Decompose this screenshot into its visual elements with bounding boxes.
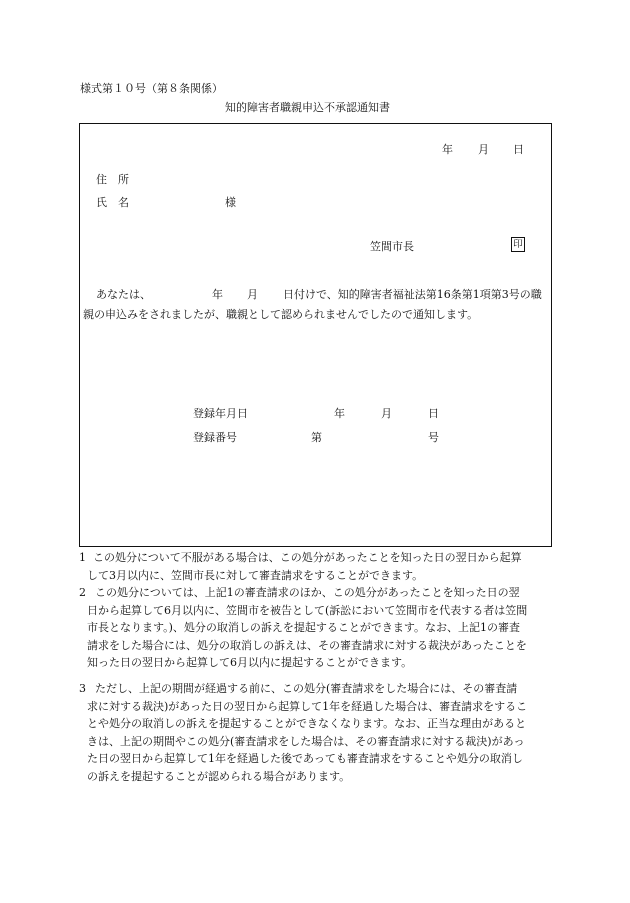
date-year-label: 年 — [442, 143, 453, 156]
note-line: 市長となります。)、処分の取消しの訴えを提起することができます。なお、上記1の審査 — [87, 621, 521, 634]
note-2 — [79, 584, 559, 672]
registration-day-label: 日 — [428, 407, 439, 420]
note-line: ただし、上記の期間が経過する前に、この処分(審査請求をした場合には、その審査請 — [95, 682, 518, 695]
registration-date-label: 登録年月日 — [193, 407, 248, 420]
honorific: 様 — [225, 196, 236, 209]
notice-form-box — [79, 123, 552, 547]
date-month-label: 月 — [478, 143, 489, 156]
note-number: 1 — [79, 551, 86, 564]
form-number: 様式第１０号（第８条関係） — [80, 82, 223, 95]
issuer-label: 笠間市長 — [370, 240, 414, 253]
note-number: 3 — [79, 682, 86, 695]
note-line: この処分について不服がある場合は、この処分があったことを知った日の翌日から起算 — [93, 551, 522, 564]
body-text-line2: 親の申込みをされましたが、職親として認められませんでしたので通知します。 — [83, 308, 479, 321]
note-line: た日の翌日から起算して1年を経過した後であっても審査請求をすることや処分の取消し — [87, 752, 523, 765]
body-month-label: 月 — [247, 288, 258, 301]
registration-year-label: 年 — [334, 407, 345, 420]
note-1 — [79, 549, 559, 584]
note-number: 2 — [79, 586, 86, 599]
name-label: 氏 名 — [96, 196, 129, 209]
body-text-continued: 日付けで、知的障害者福祉法第16条第1項第3号の職 — [283, 288, 542, 301]
note-line: 請求をした場合には、処分の取消しの訴えは、その審査請求に対する裁決があったことを — [87, 638, 527, 652]
note-line: 求に対する裁決)があった日の翌日から起算して1年を経過した場合は、審査請求をするこ — [87, 699, 528, 713]
body-year-label: 年 — [212, 288, 223, 301]
document-title: 知的障害者職親申込不承認通知書 — [225, 101, 390, 114]
registration-number-prefix: 第 — [311, 431, 322, 444]
registration-number-suffix: 号 — [428, 431, 439, 444]
seal-mark: 印 — [511, 237, 525, 252]
note-3 — [79, 680, 559, 785]
body-text-start: あなたは、 — [96, 288, 151, 301]
registration-month-label: 月 — [381, 407, 392, 420]
note-line: 知った日の翌日から起算して6月以内に提起することができます。 — [87, 656, 413, 669]
note-line: きは、上記の期間やこの処分(審査請求をした場合は、その審査請求に対する裁決)があっ — [87, 734, 525, 748]
note-line: 日から起算して6月以内に、笠間市を被告として(訴訟において笠間市を代表する者は笠間 — [87, 603, 528, 617]
address-label: 住 所 — [96, 173, 129, 186]
note-line: この処分については、上記1の審査請求のほか、この処分があったことを知った日の翌 — [95, 586, 520, 599]
date-day-label: 日 — [513, 143, 524, 156]
note-line: して3月以内に、笠間市長に対して審査請求をすることができます。 — [87, 568, 424, 582]
note-line: とや処分の取消しの訴えを提起することができなくなります。なお、正当な理由があると — [87, 717, 527, 730]
note-line: の訴えを提起することが認められる場合があります。 — [87, 769, 351, 783]
registration-number-label: 登録番号 — [193, 431, 237, 444]
